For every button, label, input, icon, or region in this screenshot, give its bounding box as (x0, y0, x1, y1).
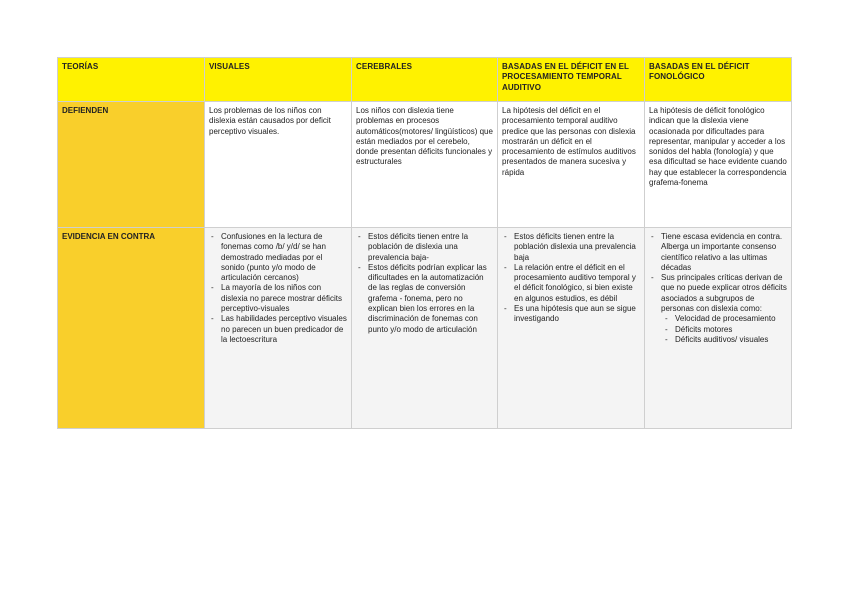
cell-defienden-visuales: Los problemas de los niños con dislexia están causados por deficit perceptivo visuales. (205, 102, 352, 228)
list-item: - Tiene escasa evidencia en contra. Alberga un importante consenso científico relativo a las ultimas décadas (661, 232, 787, 273)
header-teorias: TEORÍAS (58, 58, 205, 102)
sublist-item: - Déficits auditivos/ visuales (675, 335, 787, 345)
list-contra-temporal (502, 232, 640, 325)
header-row (58, 58, 792, 102)
row-defienden (58, 102, 792, 228)
list-item (661, 273, 787, 345)
sublist-fonologico (661, 314, 787, 345)
list-item: - Es una hipótesis que aun se sigue investigando (514, 304, 640, 325)
list-item: - Estos déficits tienen entre la población de dislexia una prevalencia baja- (368, 232, 493, 263)
list-item: - La mayoría de los niños con dislexia no parece mostrar déficits perceptivo-visuales (221, 283, 347, 314)
header-cerebrales: CEREBRALES (352, 58, 498, 102)
list-contra-fonologico (649, 232, 787, 345)
sublist-item: - Déficits motores (675, 325, 787, 335)
list-contra-visuales (209, 232, 347, 345)
cell-contra-fonologico (645, 228, 792, 429)
label-evidencia-contra: EVIDENCIA EN CONTRA (58, 228, 205, 429)
list-item: - Las habilidades perceptivo visuales no parecen un buen predicador de la lectoescritura (221, 314, 347, 345)
cell-contra-cerebrales (352, 228, 498, 429)
list-contra-cerebrales (356, 232, 493, 335)
list-item-text: Sus principales críticas derivan de que no puede explicar otros déficits asociados a subgrupos de personas con dislexia como: (661, 273, 787, 314)
label-defienden: DEFIENDEN (58, 102, 205, 228)
header-fonologico: BASADAS EN EL DÉFICIT FONOLÓGICO (645, 58, 792, 102)
list-item: - Confusiones en la lectura de fonemas como /b/ y/d/ se han demostrado mediadas por el sonido (punto y/o modo de articulación cercanos) (221, 232, 347, 283)
header-temporal-auditivo: BASADAS EN EL DÉFICIT EN EL PROCESAMIENTO TEMPORAL AUDITIVO (498, 58, 645, 102)
list-item: - Estos déficits tienen entre la población dislexia una prevalencia baja (514, 232, 640, 263)
cell-contra-temporal (498, 228, 645, 429)
cell-defienden-fonologico: La hipótesis de déficit fonológico indican que la dislexia viene ocasionada por dificultades para representar, manipular y acceder a los sonidos del habla (fonología) y que esa dificultad se hace evidente cuando hay que establecer la correspondencia grafema-fonema (645, 102, 792, 228)
theories-table (57, 57, 792, 429)
header-visuales: VISUALES (205, 58, 352, 102)
list-item: - Estos déficits podrían explicar las dificultades en la automatización de las reglas de conversión grafema - fonema, pero no explican bien los errores en la discriminación de fonemas con punto y/o modo de articulación (368, 263, 493, 335)
list-item: - La relación entre el déficit en el procesamiento auditivo temporal y el déficit fonológico, si bien existe en algunos estudios, es débil (514, 263, 640, 304)
cell-defienden-cerebrales: Los niños con dislexia tiene problemas en procesos automáticos(motores/ lingüísticos) que están mediados por el cerebelo, donde presentan déficits funcionales y estructurales (352, 102, 498, 228)
cell-defienden-temporal: La hipótesis del déficit en el procesamiento temporal auditivo predice que las personas con dislexia mostrarán un déficit en el procesamiento de estímulos auditivos presentados de manera sucesiva y rápida (498, 102, 645, 228)
sublist-item: - Velocidad de procesamiento (675, 314, 787, 324)
row-evidencia-contra (58, 228, 792, 429)
cell-contra-visuales (205, 228, 352, 429)
